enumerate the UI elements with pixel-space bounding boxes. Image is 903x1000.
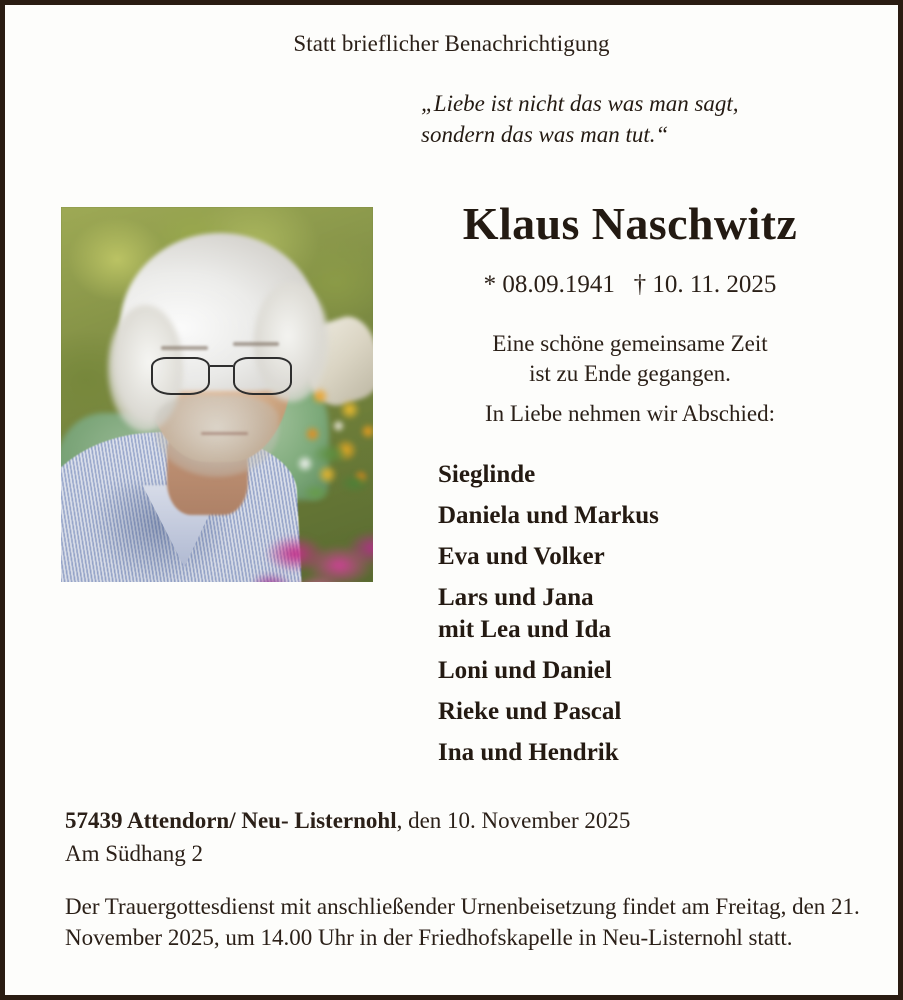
abschied-intro: In Liebe nehmen wir Abschied: [485, 401, 775, 426]
mourners-list [438, 462, 858, 781]
mourner-row: Ina und Hendrik [438, 739, 619, 766]
mourner-row: Daniela und Markus [438, 502, 659, 529]
service-details: Der Trauergottesdienst mit anschließender Urnenbeisetzung findet am Freitag, den 21. November 2025, um 14.00 Uhr in der Friedhofskapelle in Neu-Listernohl statt. [65, 894, 860, 951]
mourner-row: mit Lea und Ida [438, 616, 611, 643]
address-block [65, 805, 865, 870]
header-line: Statt brieflicher Benachrichtigung [293, 31, 610, 56]
photo-color-grade [61, 207, 373, 582]
mourner-row: Rieke und Pascal [438, 698, 622, 725]
mourner-row: Eva und Volker [438, 543, 605, 570]
birth-death-dates: * 08.09.1941 † 10. 11. 2025 [483, 271, 777, 298]
quote-line-1: „Liebe ist nicht das was man sagt, [421, 91, 739, 116]
deceased-name: Klaus Naschwitz [462, 198, 798, 249]
farewell-text [395, 329, 865, 389]
mourner-row: Sieglinde [438, 461, 536, 488]
mourner-row: Loni und Daniel [438, 657, 612, 684]
address-city: 57439 Attendorn/ Neu- Listernohl [65, 808, 397, 833]
address-street: Am Südhang 2 [65, 840, 203, 866]
memorial-quote [421, 89, 861, 150]
portrait-photo [61, 207, 373, 582]
farewell-line-2: ist zu Ende gegangen. [529, 360, 731, 386]
mourner-row: Lars und Jana [438, 584, 594, 611]
address-date: , den 10. November 2025 [396, 808, 631, 833]
farewell-line-1: Eine schöne gemeinsame Zeit [492, 331, 768, 356]
quote-line-2: sondern das was man tut.“ [421, 121, 669, 147]
